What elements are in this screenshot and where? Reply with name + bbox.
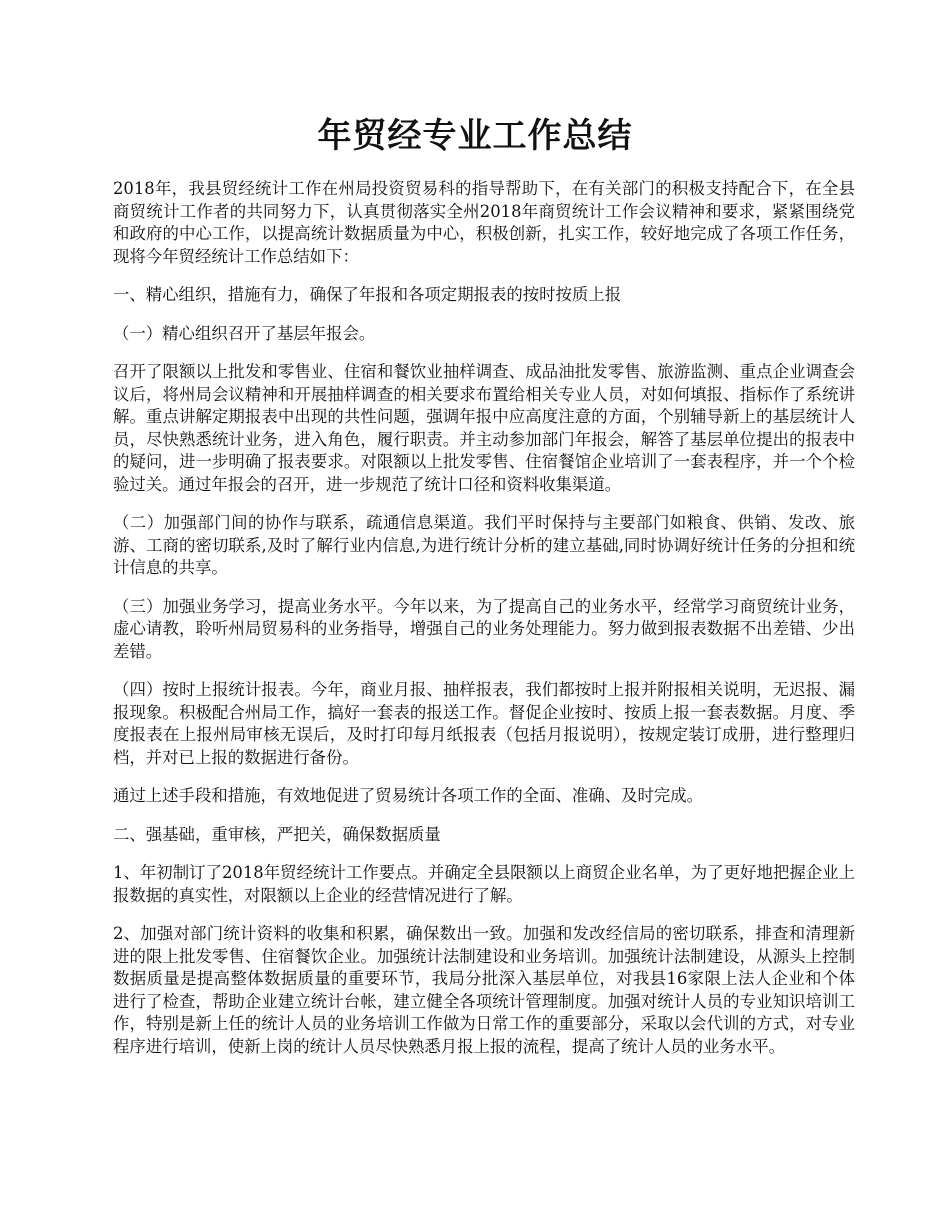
body-paragraph: （四）按时上报统计报表。今年，商业月报、抽样报表，我们都按时上报并附报相关说明，无迟报、漏报现象。积极配合州局工作，搞好一套表的报送工作。督促企业按时、按质上报一套表数据。月度、季度报表在上报州局审核无误后，及时打印每月纸报表（包括月报说明），按规定装订成册，进行整理归档，并对已上报的数据进行备份。 xyxy=(113,680,855,767)
document-body xyxy=(113,178,855,1074)
summary-paragraph: 通过上述手段和措施，有效地促进了贸易统计各项工作的全面、准确、及时完成。 xyxy=(113,786,704,805)
intro-paragraph: 2018年，我县贸经统计工作在州局投资贸易科的指导帮助下，在有关部门的积极支持配合下，在全县商贸统计工作者的共同努力下，认真贯彻落实全州2018年商贸统计工作会议精神和要求，紧紧围绕党和政府的中心工作，以提高统计数据质量为中心，积极创新，扎实工作，较好地完成了各项工作任务，现将今年贸经统计工作总结如下： xyxy=(113,179,855,266)
body-paragraph: （三）加强业务学习，提高业务水平。今年以来，为了提高自己的业务水平，经常学习商贸统计业务，虚心请教，聆听州局贸易科的业务指导，增强自己的业务处理能力。努力做到报表数据不出差错、少出差错。 xyxy=(113,596,855,661)
body-paragraph: （二）加强部门间的协作与联系，疏通信息渠道。我们平时保持与主要部门如粮食、供销、发改、旅游、工商的密切联系,及时了解行业内信息,为进行统计分析的建立基础,同时协调好统计任务的分担和统计信息的共享。 xyxy=(113,513,855,577)
subsection-heading-1: （一）精心组织召开了基层年报会。 xyxy=(113,323,376,343)
body-paragraph: 1、年初制订了2018年贸经统计工作要点。并确定全县限额以上商贸企业名单，为了更好地把握企业上报数据的真实性，对限额以上企业的经营情况进行了解。 xyxy=(113,863,855,905)
document-title: 年贸经专业工作总结 xyxy=(317,116,633,156)
body-paragraph: 召开了限额以上批发和零售业、住宿和餐饮业抽样调查、成品油批发零售、旅游监测、重点企业调查会议后，将州局会议精神和开展抽样调查的相关要求布置给相关专业人员，对如何填报、指标作了系统讲解。重点讲解定期报表中出现的共性问题，强调年报中应高度注意的方面，个别辅导新上的基层统计人员，尽快熟悉统计业务，进入角色，履行职责。并主动参加部门年报会，解答了基层单位提出的报表中的疑问，进一步明确了报表要求。对限额以上批发零售、住宿餐馆企业培训了一套表程序，并一个个检验过关。通过年报会的召开，进一步规范了统计口径和资料收集渠道。 xyxy=(113,362,855,494)
body-paragraph: 2、加强对部门统计资料的收集和积累，确保数出一致。加强和发改经信局的密切联系，排查和清理新进的限上批发零售、住宿餐饮企业。加强统计法制建设和业务培训。加强统计法制建设，从源头上控制数据质量是提高整体数据质量的重要环节，我局分批深入基层单位，对我县16家限上法人企业和个体进行了检查，帮助企业建立统计台帐，建立健全各项统计管理制度。加强对统计人员的专业知识培训工作，特别是新上任的统计人员的业务培训工作做为日常工作的重要部分，采取以会代训的方式，对专业程序进行培训，使新上岗的统计人员尽快熟悉月报上报的流程，提高了统计人员的业务水平。 xyxy=(113,924,855,1056)
section-heading-1: 一、精心组织，措施有力，确保了年报和各项定期报表的按时按质上报 xyxy=(113,285,622,304)
section-heading-2: 二、强基础，重审核，严把关，确保数据质量 xyxy=(113,824,441,844)
